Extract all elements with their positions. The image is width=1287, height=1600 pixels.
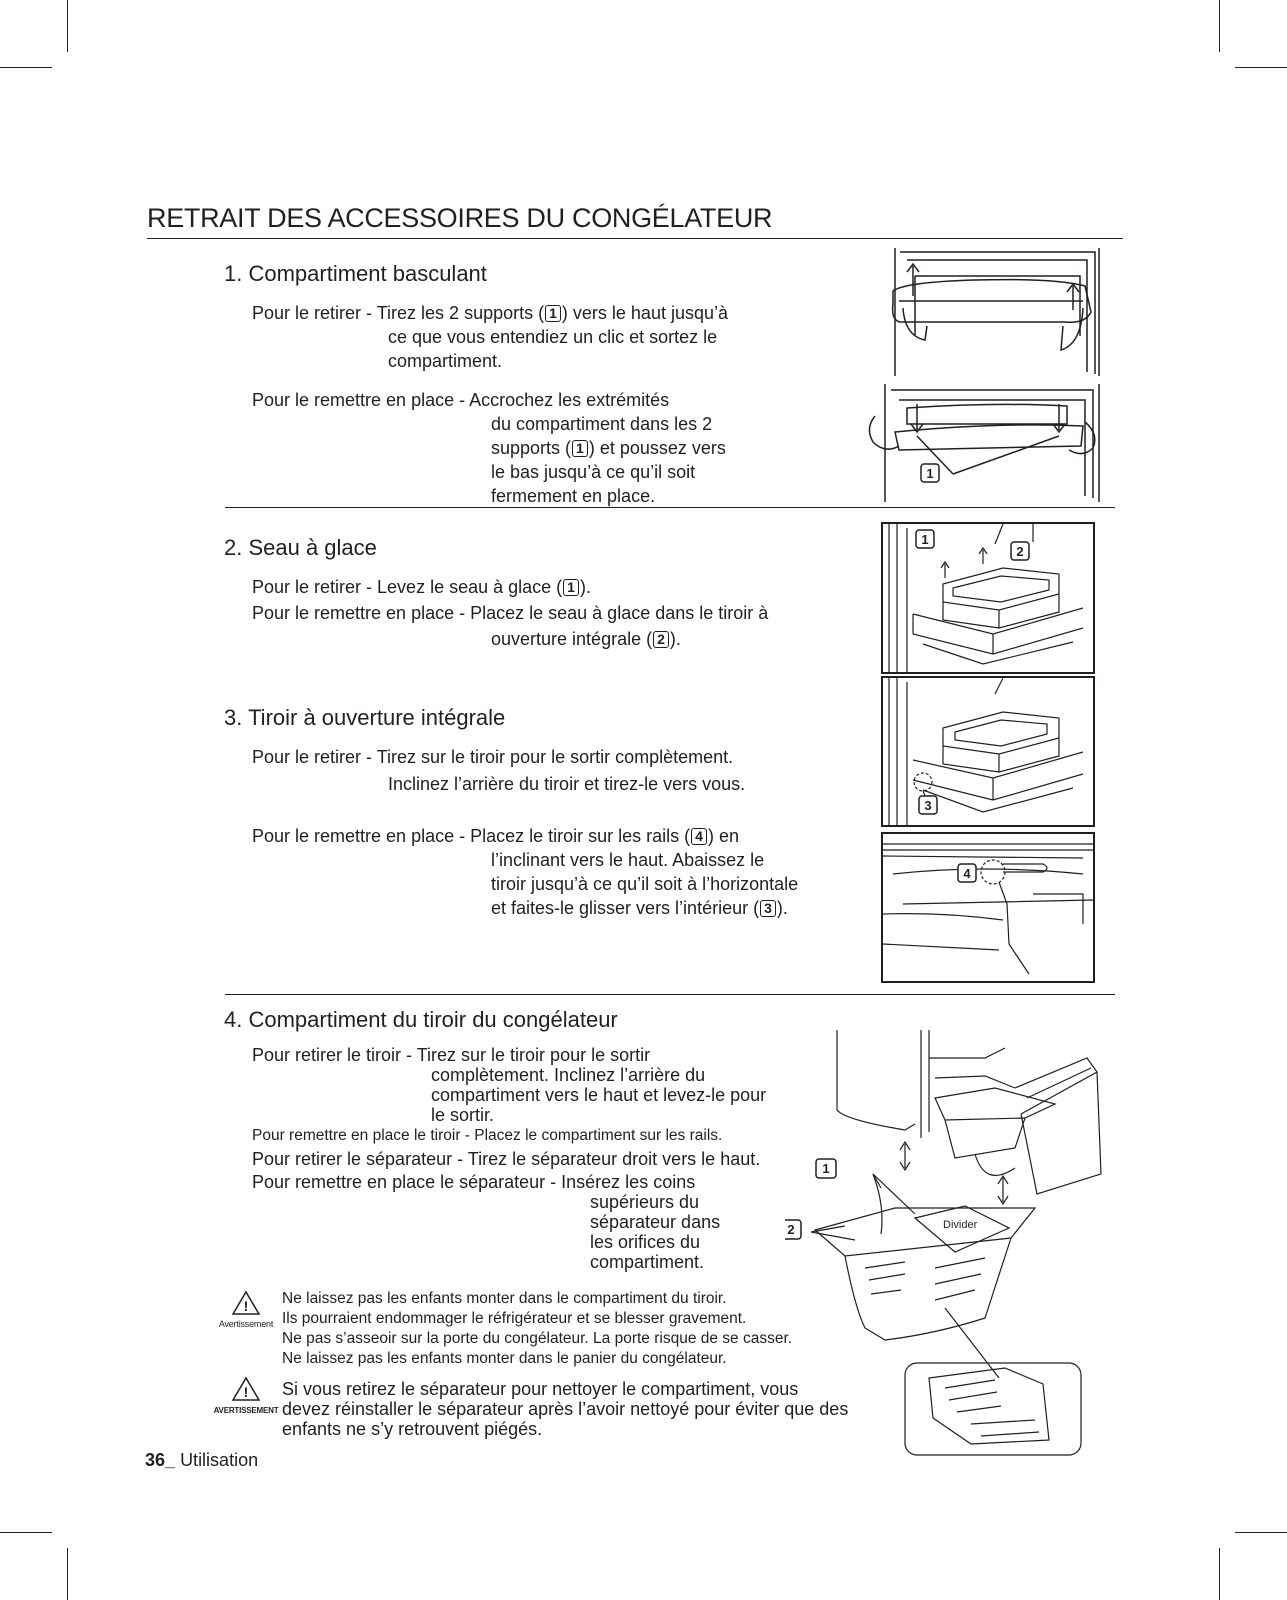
svg-text:!: ! [243, 1298, 249, 1314]
crop-mark [1235, 67, 1287, 68]
instruction-text: ce que vous entendiez un clic et sortez le [388, 327, 718, 347]
instruction-text: Pour retirer le séparateur - Tirez le séparateur droit vers le haut. [252, 1149, 761, 1169]
warning-text: Ne pas s’asseoir sur la porte du congélateur. La porte risque de se casser. [282, 1330, 793, 1347]
drawer-rail-illustration [881, 832, 1095, 983]
callout-badge: 1 [545, 305, 561, 322]
instruction-text: du compartiment dans les 2 [491, 414, 713, 434]
callout-badge: 1 [572, 440, 588, 457]
instruction-text: Pour le retirer - Tirez les 2 supports ( 1 ) vers le haut jusqu’à [252, 303, 728, 323]
callout-badge: 1 [563, 579, 579, 596]
instruction-text: compartiment vers le haut et levez-le pour [431, 1085, 767, 1105]
section-rule [225, 994, 1115, 995]
section-heading: 2. Seau à glace [224, 535, 377, 560]
instruction-text: les orifices du [590, 1232, 701, 1252]
crop-mark [0, 67, 52, 68]
svg-text:3: 3 [924, 798, 932, 813]
instruction-text: Inclinez l’arrière du tiroir et tirez-le vers vous. [388, 774, 746, 794]
crop-mark [67, 1548, 68, 1600]
section-rule [225, 507, 1115, 508]
section-heading: 1. Compartiment basculant [224, 261, 487, 286]
instruction-text: l’inclinant vers le haut. Abaissez le [491, 850, 765, 870]
instruction-text: compartiment. [590, 1252, 705, 1272]
instruction-text: Pour le remettre en place - Placez le seau à glace dans le tiroir à [252, 603, 769, 623]
warning-text: Ne laissez pas les enfants monter dans le panier du congélateur. [282, 1350, 727, 1367]
instruction-text: compartiment. [388, 351, 503, 371]
instruction-text: fermement en place. [491, 486, 656, 506]
warning-text: Si vous retirez le séparateur pour nettoyer le compartiment, vous [282, 1379, 799, 1399]
crop-mark [1235, 1532, 1287, 1533]
instruction-text: séparateur dans [590, 1212, 721, 1232]
instruction-text: ouverture intégrale ( 2 ). [491, 629, 681, 649]
callout-badge: 3 [760, 900, 776, 917]
warning-label: Avertissement [218, 1319, 274, 1329]
svg-text:1: 1 [926, 466, 934, 481]
page-number: 36_ [145, 1450, 176, 1470]
instruction-text: complètement. Inclinez l’arrière du [431, 1065, 706, 1085]
warning-text: enfants ne s’y retrouvent piégés. [282, 1419, 543, 1439]
instruction-text: Pour remettre en place le séparateur - Insérez les coins [252, 1172, 696, 1192]
warning-text: Ils pourraient endommager le réfrigérateur et se blesser gravement. [282, 1310, 747, 1327]
warning-icon [231, 1376, 261, 1402]
callout-badge: 2 [653, 631, 669, 648]
section-heading: 4. Compartiment du tiroir du congélateur [224, 1007, 618, 1032]
page-title: RETRAIT DES ACCESSOIRES DU CONGÉLATEUR [147, 203, 773, 233]
full-open-drawer-illustration [881, 676, 1095, 827]
instruction-text: le sortir. [431, 1105, 495, 1125]
callout-badge: 4 [691, 828, 707, 845]
instruction-text: Pour le retirer - Tirez sur le tiroir pour le sortir complètement. [252, 747, 734, 767]
ice-bucket-illustration [881, 522, 1095, 674]
tilting-compartment-illustration [855, 246, 1109, 502]
instruction-text: Pour le remettre en place - Accrochez les extrémités [252, 390, 670, 410]
instruction-text: Pour le remettre en place - Placez le tiroir sur les rails ( 4 ) en [252, 826, 739, 846]
footer-section: Utilisation [180, 1450, 259, 1470]
instruction-text: le bas jusqu’à ce qu’il soit [491, 462, 696, 482]
crop-mark [67, 0, 68, 52]
svg-text:4: 4 [963, 866, 971, 881]
warning-label: AVERTISSEMENT [213, 1406, 279, 1415]
instruction-text: Pour le retirer - Levez le seau à glace ( 1 ). [252, 577, 591, 597]
instruction-text: Pour remettre en place le tiroir - Placez le compartiment sur les rails. [252, 1127, 723, 1144]
title-rule [147, 238, 1123, 239]
divider-label: Divider [943, 1219, 978, 1231]
crop-mark [0, 1532, 52, 1533]
crop-mark [1219, 1548, 1220, 1600]
instruction-text: tiroir jusqu’à ce qu’il soit à l’horizontale [491, 874, 799, 894]
crop-mark [1219, 0, 1220, 52]
instruction-text: Pour retirer le tiroir - Tirez sur le tiroir pour le sortir [252, 1045, 651, 1065]
instruction-text: supports ( 1 ) et poussez vers [491, 438, 726, 458]
page-footer [145, 1450, 258, 1471]
warning-text: devez réinstaller le séparateur après l’avoir nettoyé pour éviter que des [282, 1399, 849, 1419]
instruction-text: supérieurs du [590, 1192, 700, 1212]
warning-icon [231, 1290, 261, 1316]
warning-text: Ne laissez pas les enfants monter dans le compartiment du tiroir. [282, 1290, 727, 1307]
svg-text:2: 2 [787, 1222, 795, 1237]
instruction-text: et faites-le glisser vers l’intérieur ( 3 ). [491, 898, 788, 918]
svg-text:2: 2 [1016, 544, 1024, 559]
freezer-drawer-basket-illustration [785, 1028, 1125, 1458]
svg-text:1: 1 [822, 1161, 830, 1176]
svg-text:1: 1 [921, 532, 929, 547]
svg-text:!: ! [243, 1384, 249, 1400]
section-heading: 3. Tiroir à ouverture intégrale [224, 705, 506, 730]
